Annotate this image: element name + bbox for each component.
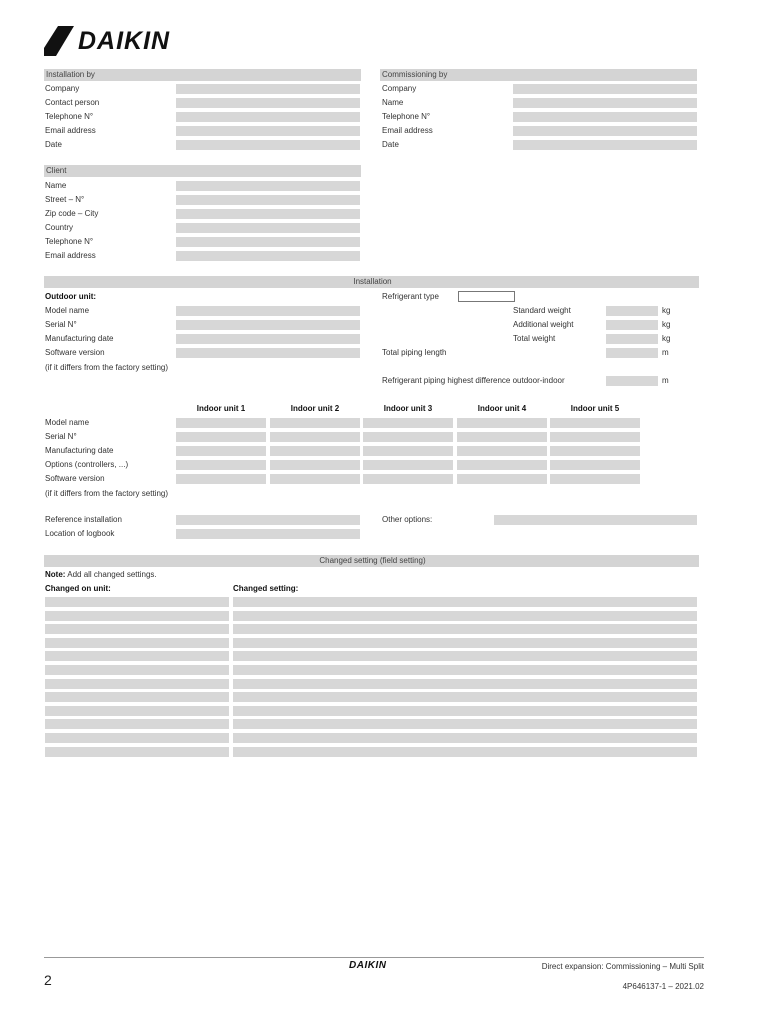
changed-on-unit-field[interactable]	[45, 733, 229, 743]
additional-weight-field[interactable]	[606, 320, 658, 330]
indoor-unit-2-model-field[interactable]	[270, 418, 360, 428]
highest-diff-field[interactable]	[606, 376, 658, 386]
outdoor-software-field[interactable]	[176, 348, 360, 358]
client-phone-label: Telephone N°	[45, 237, 94, 246]
outdoor-mfg-date-label: Manufacturing date	[45, 334, 114, 343]
reference-installation-field[interactable]	[176, 515, 360, 525]
indoor-unit-5-header: Indoor unit 5	[570, 404, 620, 413]
indoor-unit-3-software-field[interactable]	[363, 474, 453, 484]
indoor-options-label: Options (controllers, ...)	[45, 460, 129, 469]
indoor-unit-5-model-field[interactable]	[550, 418, 640, 428]
additional-weight-label: Additional weight	[513, 320, 574, 329]
outdoor-model-field[interactable]	[176, 306, 360, 316]
indoor-unit-4-options-field[interactable]	[457, 460, 547, 470]
client-zip-field[interactable]	[176, 209, 360, 219]
refrigerant-type-label: Refrigerant type	[382, 292, 439, 301]
commissioner-name-field[interactable]	[513, 98, 697, 108]
footer-doc-code: 4P646137-1 – 2021.02	[622, 982, 704, 991]
indoor-unit-5-serial-field[interactable]	[550, 432, 640, 442]
indoor-unit-1-serial-field[interactable]	[176, 432, 266, 442]
changed-on-unit-field[interactable]	[45, 611, 229, 621]
indoor-unit-1-mfg-date-field[interactable]	[176, 446, 266, 456]
commissioner-phone-label: Telephone N°	[382, 112, 431, 121]
refrigerant-type-field[interactable]	[458, 291, 515, 302]
changed-setting-field[interactable]	[233, 733, 697, 743]
standard-weight-unit: kg	[662, 306, 671, 315]
indoor-unit-4-serial-field[interactable]	[457, 432, 547, 442]
changed-setting-header: Changed setting (field setting)	[44, 555, 699, 567]
installer-date-label: Date	[45, 140, 62, 149]
daikin-logo-text: DAIKIN	[78, 27, 171, 55]
indoor-unit-1-software-field[interactable]	[176, 474, 266, 484]
installer-contact-label: Contact person	[45, 98, 100, 107]
indoor-unit-2-header: Indoor unit 2	[290, 404, 340, 413]
indoor-unit-5-software-field[interactable]	[550, 474, 640, 484]
changed-on-unit-field[interactable]	[45, 719, 229, 729]
reference-installation-label: Reference installation	[45, 515, 122, 524]
location-logbook-label: Location of logbook	[45, 529, 115, 538]
installer-contact-field[interactable]	[176, 98, 360, 108]
outdoor-model-label: Model name	[45, 306, 90, 315]
changed-on-unit-field[interactable]	[45, 638, 229, 648]
client-country-label: Country	[45, 223, 74, 232]
indoor-software-label: Software version	[45, 474, 105, 483]
indoor-serial-label: Serial N°	[45, 432, 77, 441]
client-email-field[interactable]	[176, 251, 360, 261]
note-text: Add all changed settings.	[67, 570, 157, 579]
total-weight-label: Total weight	[513, 334, 556, 343]
client-country-field[interactable]	[176, 223, 360, 233]
indoor-unit-4-header: Indoor unit 4	[477, 404, 527, 413]
footer-page-number: 2	[44, 972, 52, 988]
standard-weight-field[interactable]	[606, 306, 658, 316]
outdoor-software-label: Software version	[45, 348, 105, 357]
indoor-unit-5-mfg-date-field[interactable]	[550, 446, 640, 456]
additional-weight-unit: kg	[662, 320, 671, 329]
highest-diff-unit: m	[662, 376, 669, 385]
client-zip-label: Zip code – City	[45, 209, 99, 218]
outdoor-mfg-date-field[interactable]	[176, 334, 360, 344]
other-options-field[interactable]	[494, 515, 697, 525]
total-weight-unit: kg	[662, 334, 671, 343]
changed-on-unit-field[interactable]	[45, 597, 229, 607]
note-label: Note:	[45, 570, 66, 579]
indoor-unit-2-mfg-date-field[interactable]	[270, 446, 360, 456]
commissioning-by-header: Commissioning by	[380, 69, 697, 81]
indoor-model-label: Model name	[45, 418, 90, 427]
indoor-unit-2-serial-field[interactable]	[270, 432, 360, 442]
changed-setting-col-header: Changed setting:	[233, 584, 299, 593]
installer-phone-label: Telephone N°	[45, 112, 94, 121]
installer-company-field[interactable]	[176, 84, 360, 94]
total-weight-field[interactable]	[606, 334, 658, 344]
changed-setting-field[interactable]	[233, 597, 697, 607]
total-piping-unit: m	[662, 348, 669, 357]
changed-on-unit-field[interactable]	[45, 692, 229, 702]
other-options-label: Other options:	[382, 515, 433, 524]
changed-setting-field[interactable]	[233, 679, 697, 689]
commissioner-company-field[interactable]	[513, 84, 697, 94]
indoor-unit-3-mfg-date-field[interactable]	[363, 446, 453, 456]
installer-email-field[interactable]	[176, 126, 360, 136]
footer-logo: DAIKIN	[349, 960, 387, 971]
changed-setting-field[interactable]	[233, 665, 697, 675]
changed-on-unit-field[interactable]	[45, 679, 229, 689]
installer-date-field[interactable]	[176, 140, 360, 150]
outdoor-serial-label: Serial N°	[45, 320, 77, 329]
indoor-mfg-date-label: Manufacturing date	[45, 446, 114, 455]
changed-setting-field[interactable]	[233, 706, 697, 716]
installation-by-header: Installation by	[44, 69, 361, 81]
indoor-unit-1-header: Indoor unit 1	[196, 404, 246, 413]
indoor-factory-note: (if it differs from the factory setting)	[45, 489, 169, 498]
client-name-label: Name	[45, 181, 67, 190]
changed-setting-field[interactable]	[233, 624, 697, 634]
highest-diff-label: Refrigerant piping highest difference outdoor-indoor	[382, 376, 565, 385]
changed-setting-field[interactable]	[233, 719, 697, 729]
client-header: Client	[44, 165, 361, 177]
daikin-logo	[44, 26, 224, 58]
commissioner-email-label: Email address	[382, 126, 433, 135]
indoor-unit-1-model-field[interactable]	[176, 418, 266, 428]
changed-setting-note	[45, 570, 157, 580]
total-piping-field[interactable]	[606, 348, 658, 358]
indoor-unit-4-mfg-date-field[interactable]	[457, 446, 547, 456]
client-name-field[interactable]	[176, 181, 360, 191]
client-email-label: Email address	[45, 251, 96, 260]
indoor-unit-2-options-field[interactable]	[270, 460, 360, 470]
changed-setting-field[interactable]	[233, 747, 697, 757]
changed-setting-field[interactable]	[233, 692, 697, 702]
changed-setting-field[interactable]	[233, 611, 697, 621]
commissioner-date-field[interactable]	[513, 140, 697, 150]
indoor-unit-3-model-field[interactable]	[363, 418, 453, 428]
commissioner-date-label: Date	[382, 140, 399, 149]
changed-on-unit-field[interactable]	[45, 706, 229, 716]
installer-email-label: Email address	[45, 126, 96, 135]
commissioner-name-label: Name	[382, 98, 404, 107]
indoor-unit-4-model-field[interactable]	[457, 418, 547, 428]
client-street-label: Street – N°	[45, 195, 85, 204]
footer-doc-title: Direct expansion: Commissioning – Multi Split	[541, 962, 704, 971]
changed-setting-field[interactable]	[233, 651, 697, 661]
indoor-unit-3-options-field[interactable]	[363, 460, 453, 470]
indoor-unit-3-serial-field[interactable]	[363, 432, 453, 442]
changed-on-unit-field[interactable]	[45, 651, 229, 661]
changed-on-unit-field[interactable]	[45, 624, 229, 634]
standard-weight-label: Standard weight	[513, 306, 571, 315]
installer-phone-field[interactable]	[176, 112, 360, 122]
indoor-unit-5-options-field[interactable]	[550, 460, 640, 470]
outdoor-serial-field[interactable]	[176, 320, 360, 330]
changed-on-unit-field[interactable]	[45, 747, 229, 757]
indoor-unit-4-software-field[interactable]	[457, 474, 547, 484]
commissioner-email-field[interactable]	[513, 126, 697, 136]
total-piping-label: Total piping length	[382, 348, 447, 357]
client-street-field[interactable]	[176, 195, 360, 205]
outdoor-unit-label: Outdoor unit:	[45, 292, 97, 301]
changed-on-unit-col-header: Changed on unit:	[45, 584, 111, 593]
indoor-unit-3-header: Indoor unit 3	[383, 404, 433, 413]
commissioner-company-label: Company	[382, 84, 417, 93]
changed-on-unit-field[interactable]	[45, 665, 229, 675]
outdoor-factory-note: (if it differs from the factory setting)	[45, 363, 169, 372]
location-logbook-field[interactable]	[176, 529, 360, 539]
indoor-unit-1-options-field[interactable]	[176, 460, 266, 470]
changed-setting-field[interactable]	[233, 638, 697, 648]
client-phone-field[interactable]	[176, 237, 360, 247]
indoor-unit-2-software-field[interactable]	[270, 474, 360, 484]
installer-company-label: Company	[45, 84, 80, 93]
footer-divider	[44, 957, 704, 958]
installation-header: Installation	[44, 276, 699, 288]
commissioner-phone-field[interactable]	[513, 112, 697, 122]
